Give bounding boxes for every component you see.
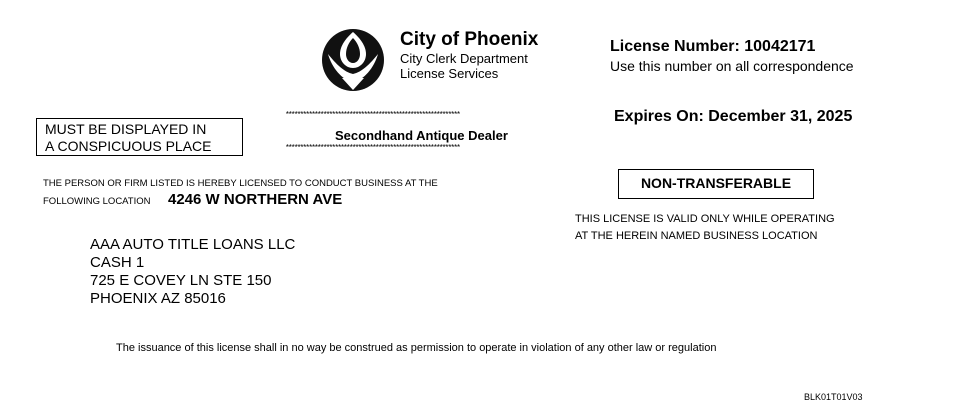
license-statement-line1: THE PERSON OR FIRM LISTED IS HEREBY LICENSED TO CONDUCT BUSINESS AT THE <box>43 178 438 189</box>
department-name: City Clerk Department <box>400 51 528 66</box>
license-type: Secondhand Antique Dealer <box>335 128 508 143</box>
license-statement-line2: FOLLOWING LOCATION <box>43 196 151 207</box>
licensee-dba: CASH 1 <box>90 254 145 271</box>
disclaimer: The issuance of this license shall in no way be construed as permission to operate in violation of any other law or regulation <box>116 342 717 354</box>
phoenix-bird-icon <box>318 24 388 94</box>
licensee-street: 725 E COVEY LN STE 150 <box>90 272 272 289</box>
non-transferable-box: NON-TRANSFERABLE <box>618 169 814 199</box>
licensee-city-state-zip: PHOENIX AZ 85016 <box>90 290 226 307</box>
license-number-note: Use this number on all correspondence <box>610 58 854 74</box>
expiration-date: Expires On: December 31, 2025 <box>614 108 853 125</box>
city-name: City of Phoenix <box>400 29 539 50</box>
business-location: 4246 W NORTHERN AVE <box>168 191 343 208</box>
division-name: License Services <box>400 66 499 81</box>
license-number: License Number: 10042171 <box>610 38 816 55</box>
licensee-name: AAA AUTO TITLE LOANS LLC <box>90 236 296 253</box>
star-divider-top: ************************************************************ <box>285 111 460 120</box>
form-code: BLK01T01V03 <box>804 392 863 402</box>
star-divider-bottom: ************************************************************ <box>285 144 460 153</box>
display-notice-line1: MUST BE DISPLAYED IN <box>45 121 207 137</box>
display-notice-box <box>36 118 243 156</box>
validity-notice-line2: AT THE HEREIN NAMED BUSINESS LOCATION <box>575 230 818 242</box>
validity-notice-line1: THIS LICENSE IS VALID ONLY WHILE OPERATING <box>575 213 835 225</box>
display-notice-line2: A CONSPICUOUS PLACE <box>45 138 212 154</box>
